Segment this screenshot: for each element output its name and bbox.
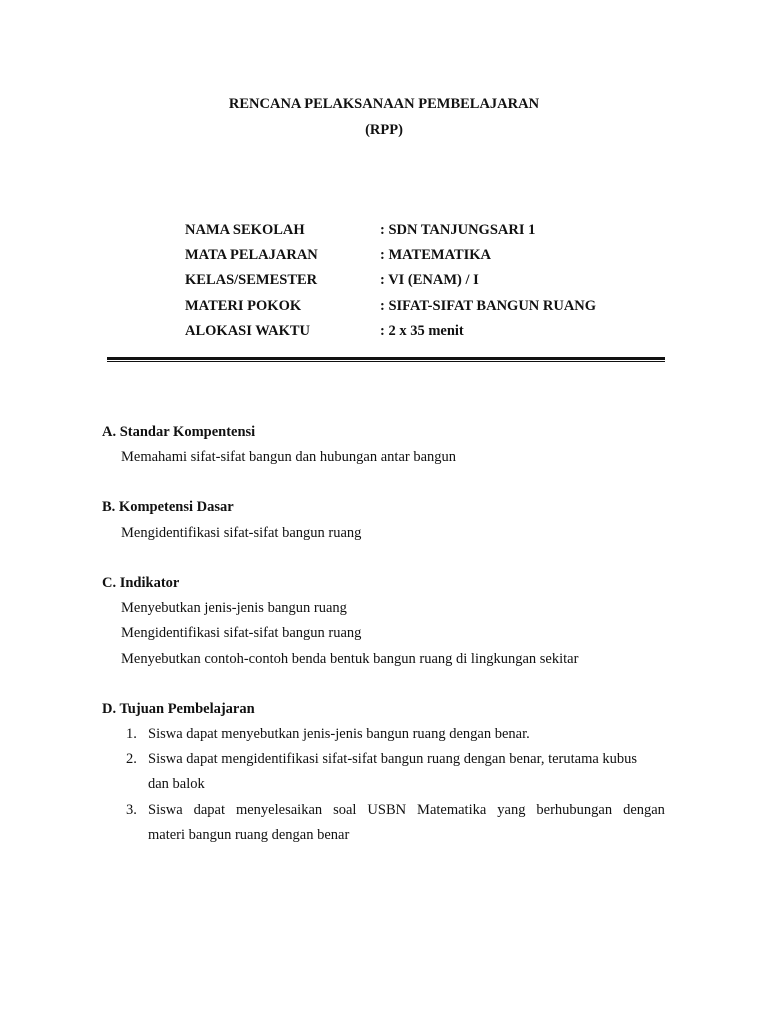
objective-text: Siswa dapat mengidentifikasi sifat-sifat bangun ruang dengan benar, terutama kubus: [148, 751, 638, 767]
objective-number: 3.: [126, 802, 137, 818]
objective-word: Siswa: [148, 802, 183, 818]
info-label-class: KELAS/SEMESTER: [185, 272, 318, 288]
info-value-class: : VI (ENAM) / I: [380, 272, 479, 288]
indicator-item: Menyebutkan contoh-contoh benda bentuk bangun ruang di lingkungan sekitar: [121, 651, 579, 667]
objective-word: dengan: [623, 802, 665, 818]
section-a-heading: A. Standar Kompentensi: [102, 424, 256, 440]
objective-text: Siswa dapat menyebutkan jenis-jenis bangun ruang dengan benar.: [148, 726, 530, 742]
objective-word: berhubungan: [536, 802, 613, 818]
header-divider-thin: [107, 361, 665, 362]
objective-text-continued: dan balok: [148, 776, 205, 792]
objective-word: Matematika: [417, 802, 487, 818]
objective-text-continued: materi bangun ruang dengan benar: [148, 827, 350, 843]
objective-number: 1.: [126, 726, 137, 742]
indicator-item: Menyebutkan jenis-jenis bangun ruang: [121, 600, 347, 616]
objective-word: dapat: [193, 802, 226, 818]
info-label-school: NAMA SEKOLAH: [185, 222, 305, 238]
info-label-subject: MATA PELAJARAN: [185, 247, 318, 263]
info-value-time: : 2 x 35 menit: [380, 323, 464, 339]
objective-number: 2.: [126, 751, 137, 767]
objective-word: USBN: [367, 802, 407, 818]
objective-word: soal: [333, 802, 357, 818]
section-b-heading: B. Kompetensi Dasar: [102, 499, 234, 515]
indicator-item: Mengidentifikasi sifat-sifat bangun ruang: [121, 625, 362, 641]
section-d-heading: D. Tujuan Pembelajaran: [102, 701, 255, 717]
document-subtitle: (RPP): [365, 122, 403, 138]
objective-word: menyelesaikan: [235, 802, 323, 818]
info-label-time: ALOKASI WAKTU: [185, 323, 311, 339]
info-value-topic: : SIFAT-SIFAT BANGUN RUANG: [380, 298, 597, 314]
objective-word: yang: [497, 802, 526, 818]
objective-text: [148, 802, 665, 819]
info-value-school: : SDN TANJUNGSARI 1: [380, 222, 536, 238]
header-divider-thick: [107, 357, 665, 360]
document-title: RENCANA PELAKSANAAN PEMBELAJARAN: [228, 96, 540, 112]
section-c-heading: C. Indikator: [102, 575, 180, 591]
section-a-text: Memahami sifat-sifat bangun dan hubungan antar bangun: [121, 449, 457, 465]
info-value-subject: : MATEMATIKA: [380, 247, 492, 263]
info-label-topic: MATERI POKOK: [185, 298, 302, 314]
section-b-text: Mengidentifikasi sifat-sifat bangun ruang: [121, 525, 362, 541]
